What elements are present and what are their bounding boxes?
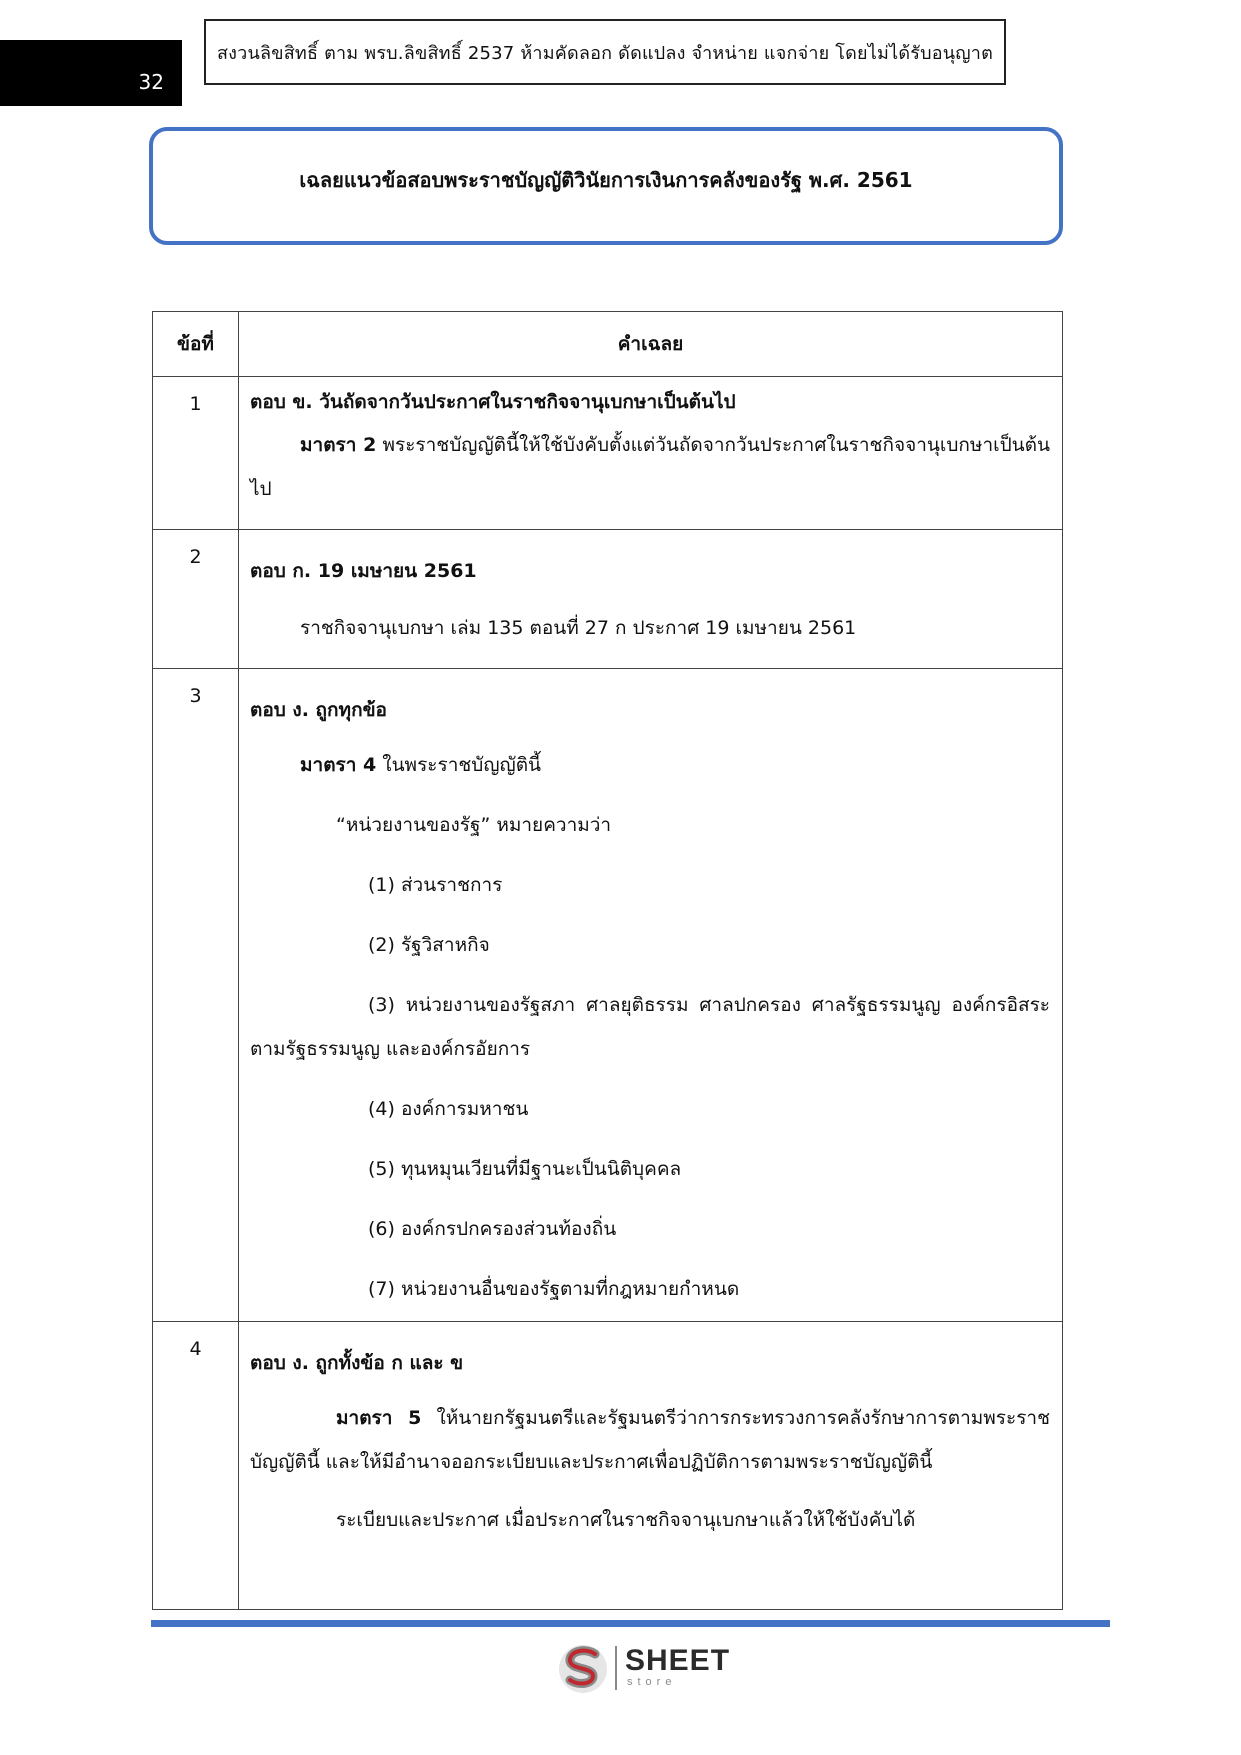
sheet-store-logo — [557, 1640, 731, 1698]
answer-cell — [239, 377, 1063, 530]
answer-cell — [239, 1322, 1063, 1610]
page-title: เฉลยแนวข้อสอบพระราชบัญญัติวินัยการเงินการคลังของรัฐ พ.ศ. 2561 — [299, 168, 913, 192]
table-row — [153, 377, 1063, 530]
answer-table — [152, 311, 1063, 1610]
section-label: มาตรา 5 — [336, 1407, 422, 1429]
list-item: (3) หน่วยงานของรัฐสภา ศาลยุติธรรม ศาลปกครอง ศาลรัฐธรรมนูญ องค์กรอิสระตามรัฐธรรมนูญ และองค์กรอัยการ — [250, 994, 1050, 1060]
answer-choice: ตอบ ก. 19 เมษายน 2561 — [250, 560, 477, 582]
copyright-text: สงวนลิขสิทธิ์ ตาม พรบ.ลิขสิทธิ์ 2537 ห้ามคัดลอก ดัดแปลง จำหน่าย แจกจ่าย โดยไม่ได้รับอนุญาต — [216, 42, 994, 64]
definition-line: “หน่วยงานของรัฐ” หมายความว่า — [336, 814, 612, 836]
logo-subtext: store — [627, 1676, 677, 1688]
title-box — [149, 127, 1063, 245]
answer-cell — [239, 530, 1063, 669]
page-number-tab — [0, 40, 182, 106]
regulation-note: ระเบียบและประกาศ เมื่อประกาศในราชกิจจานุเบกษาแล้วให้ใช้บังคับได้ — [336, 1509, 916, 1531]
list-item: (7) หน่วยงานอื่นของรัฐตามที่กฎหมายกำหนด — [368, 1278, 740, 1300]
page-number: 32 — [138, 70, 164, 94]
list-item: (5) ทุนหมุนเวียนที่มีฐานะเป็นนิติบุคคล — [368, 1158, 682, 1180]
gazette-note: ราชกิจจานุเบกษา เล่ม 135 ตอนที่ 27 ก ประกาศ 19 เมษายน 2561 — [300, 617, 857, 639]
sheet-store-s-icon — [557, 1642, 609, 1696]
answer-choice: ตอบ ง. ถูกทุกข้อ — [250, 699, 387, 721]
list-item: (4) องค์การมหาชน — [368, 1098, 529, 1120]
copyright-notice — [204, 19, 1006, 85]
question-number: 4 — [153, 1322, 239, 1610]
logo-divider — [615, 1646, 617, 1690]
question-number: 1 — [153, 377, 239, 530]
section-paragraph — [250, 1396, 1050, 1484]
table-row — [153, 530, 1063, 669]
table-row — [153, 1322, 1063, 1610]
answer-choice: ตอบ ง. ถูกทั้งข้อ ก และ ข — [250, 1352, 464, 1374]
header-question-number: ข้อที่ — [153, 312, 239, 377]
question-number: 2 — [153, 530, 239, 669]
table-header-row — [153, 312, 1063, 377]
header-answer: คำเฉลย — [239, 312, 1063, 377]
table-row — [153, 669, 1063, 1322]
list-item: (6) องค์กรปกครองส่วนท้องถิ่น — [368, 1218, 617, 1240]
section-text: ให้นายกรัฐมนตรีและรัฐมนตรีว่าการกระทรวงการคลังรักษาการตามพระราชบัญญัตินี้ และให้มีอำนาจออกระเบียบและประกาศเพื่อปฏิบัติการตามพระราชบัญญัตินี้ — [250, 1407, 1050, 1473]
section-paragraph — [250, 743, 1050, 787]
answer-choice: ตอบ ข. วันถัดจากวันประกาศในราชกิจจานุเบกษาเป็นต้นไป — [250, 391, 736, 413]
footer-divider — [151, 1620, 1110, 1627]
section-label: มาตรา 4 — [300, 754, 377, 776]
list-item: (2) รัฐวิสาหกิจ — [368, 934, 490, 956]
section-paragraph — [250, 423, 1050, 511]
question-number: 3 — [153, 669, 239, 1322]
list-item: (1) ส่วนราชการ — [368, 874, 503, 896]
answer-cell — [239, 669, 1063, 1322]
section-label: มาตรา 2 — [300, 434, 377, 456]
section-text: พระราชบัญญัตินี้ให้ใช้บังคับตั้งแต่วันถัดจากวันประกาศในราชกิจจานุเบกษาเป็นต้นไป — [250, 434, 1050, 500]
logo-text: SHEET — [625, 1644, 731, 1677]
section-text: ในพระราชบัญญัตินี้ — [376, 754, 542, 776]
